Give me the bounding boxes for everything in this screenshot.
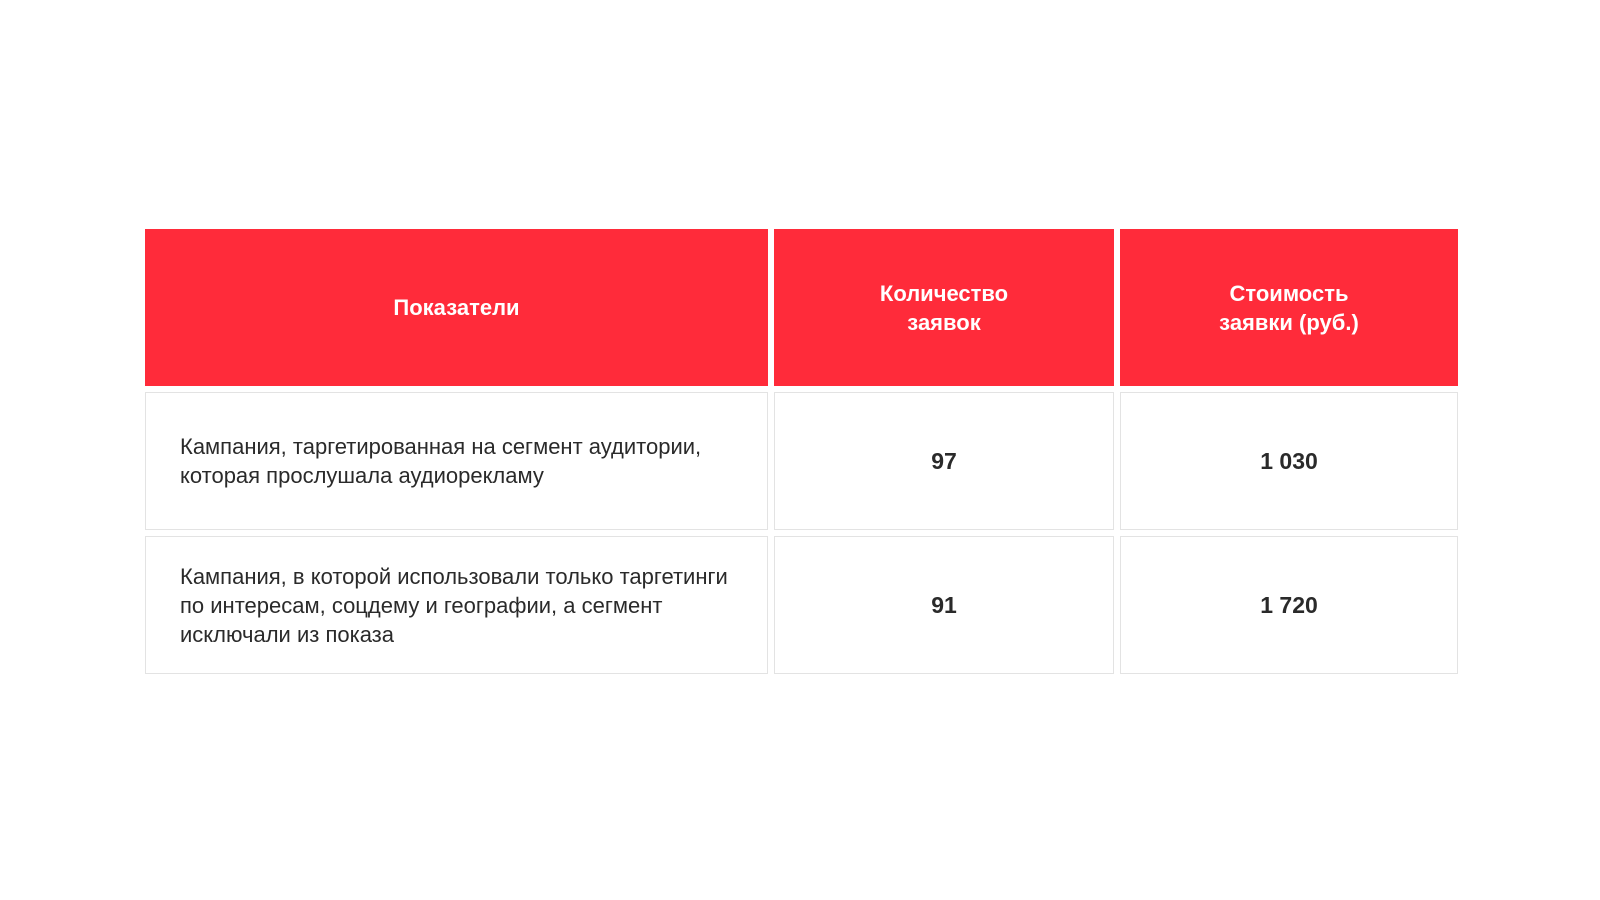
header-indicators (145, 229, 768, 386)
row-cost: 1 720 (1260, 591, 1318, 618)
row-count: 91 (931, 591, 957, 618)
comparison-table (145, 229, 1458, 680)
row-label-cell (145, 536, 768, 674)
row-cost-cell (1120, 392, 1458, 530)
header-request-count (774, 229, 1114, 386)
row-label: Кампания, в которой использовали только таргетинги по интересам, соцдему и географии, а сегмент исключали из показа (180, 563, 728, 647)
row-label: Кампания, таргетированная на сегмент аудитории, которая прослушала аудиорекламу (180, 434, 702, 488)
row-count-cell (774, 536, 1114, 674)
table-row (145, 536, 1458, 674)
row-label-cell (145, 392, 768, 530)
row-cost: 1 030 (1260, 447, 1318, 474)
row-cost-cell (1120, 536, 1458, 674)
table-header-row (145, 229, 1458, 386)
header-indicators-label: Показатели (393, 295, 520, 320)
table-row (145, 392, 1458, 530)
header-request-count-label: Количество заявок (879, 280, 1009, 335)
row-count: 97 (931, 447, 957, 474)
row-count-cell (774, 392, 1114, 530)
header-request-cost (1120, 229, 1458, 386)
header-request-cost-label: Стоимость заявки (руб.) (1219, 280, 1359, 335)
